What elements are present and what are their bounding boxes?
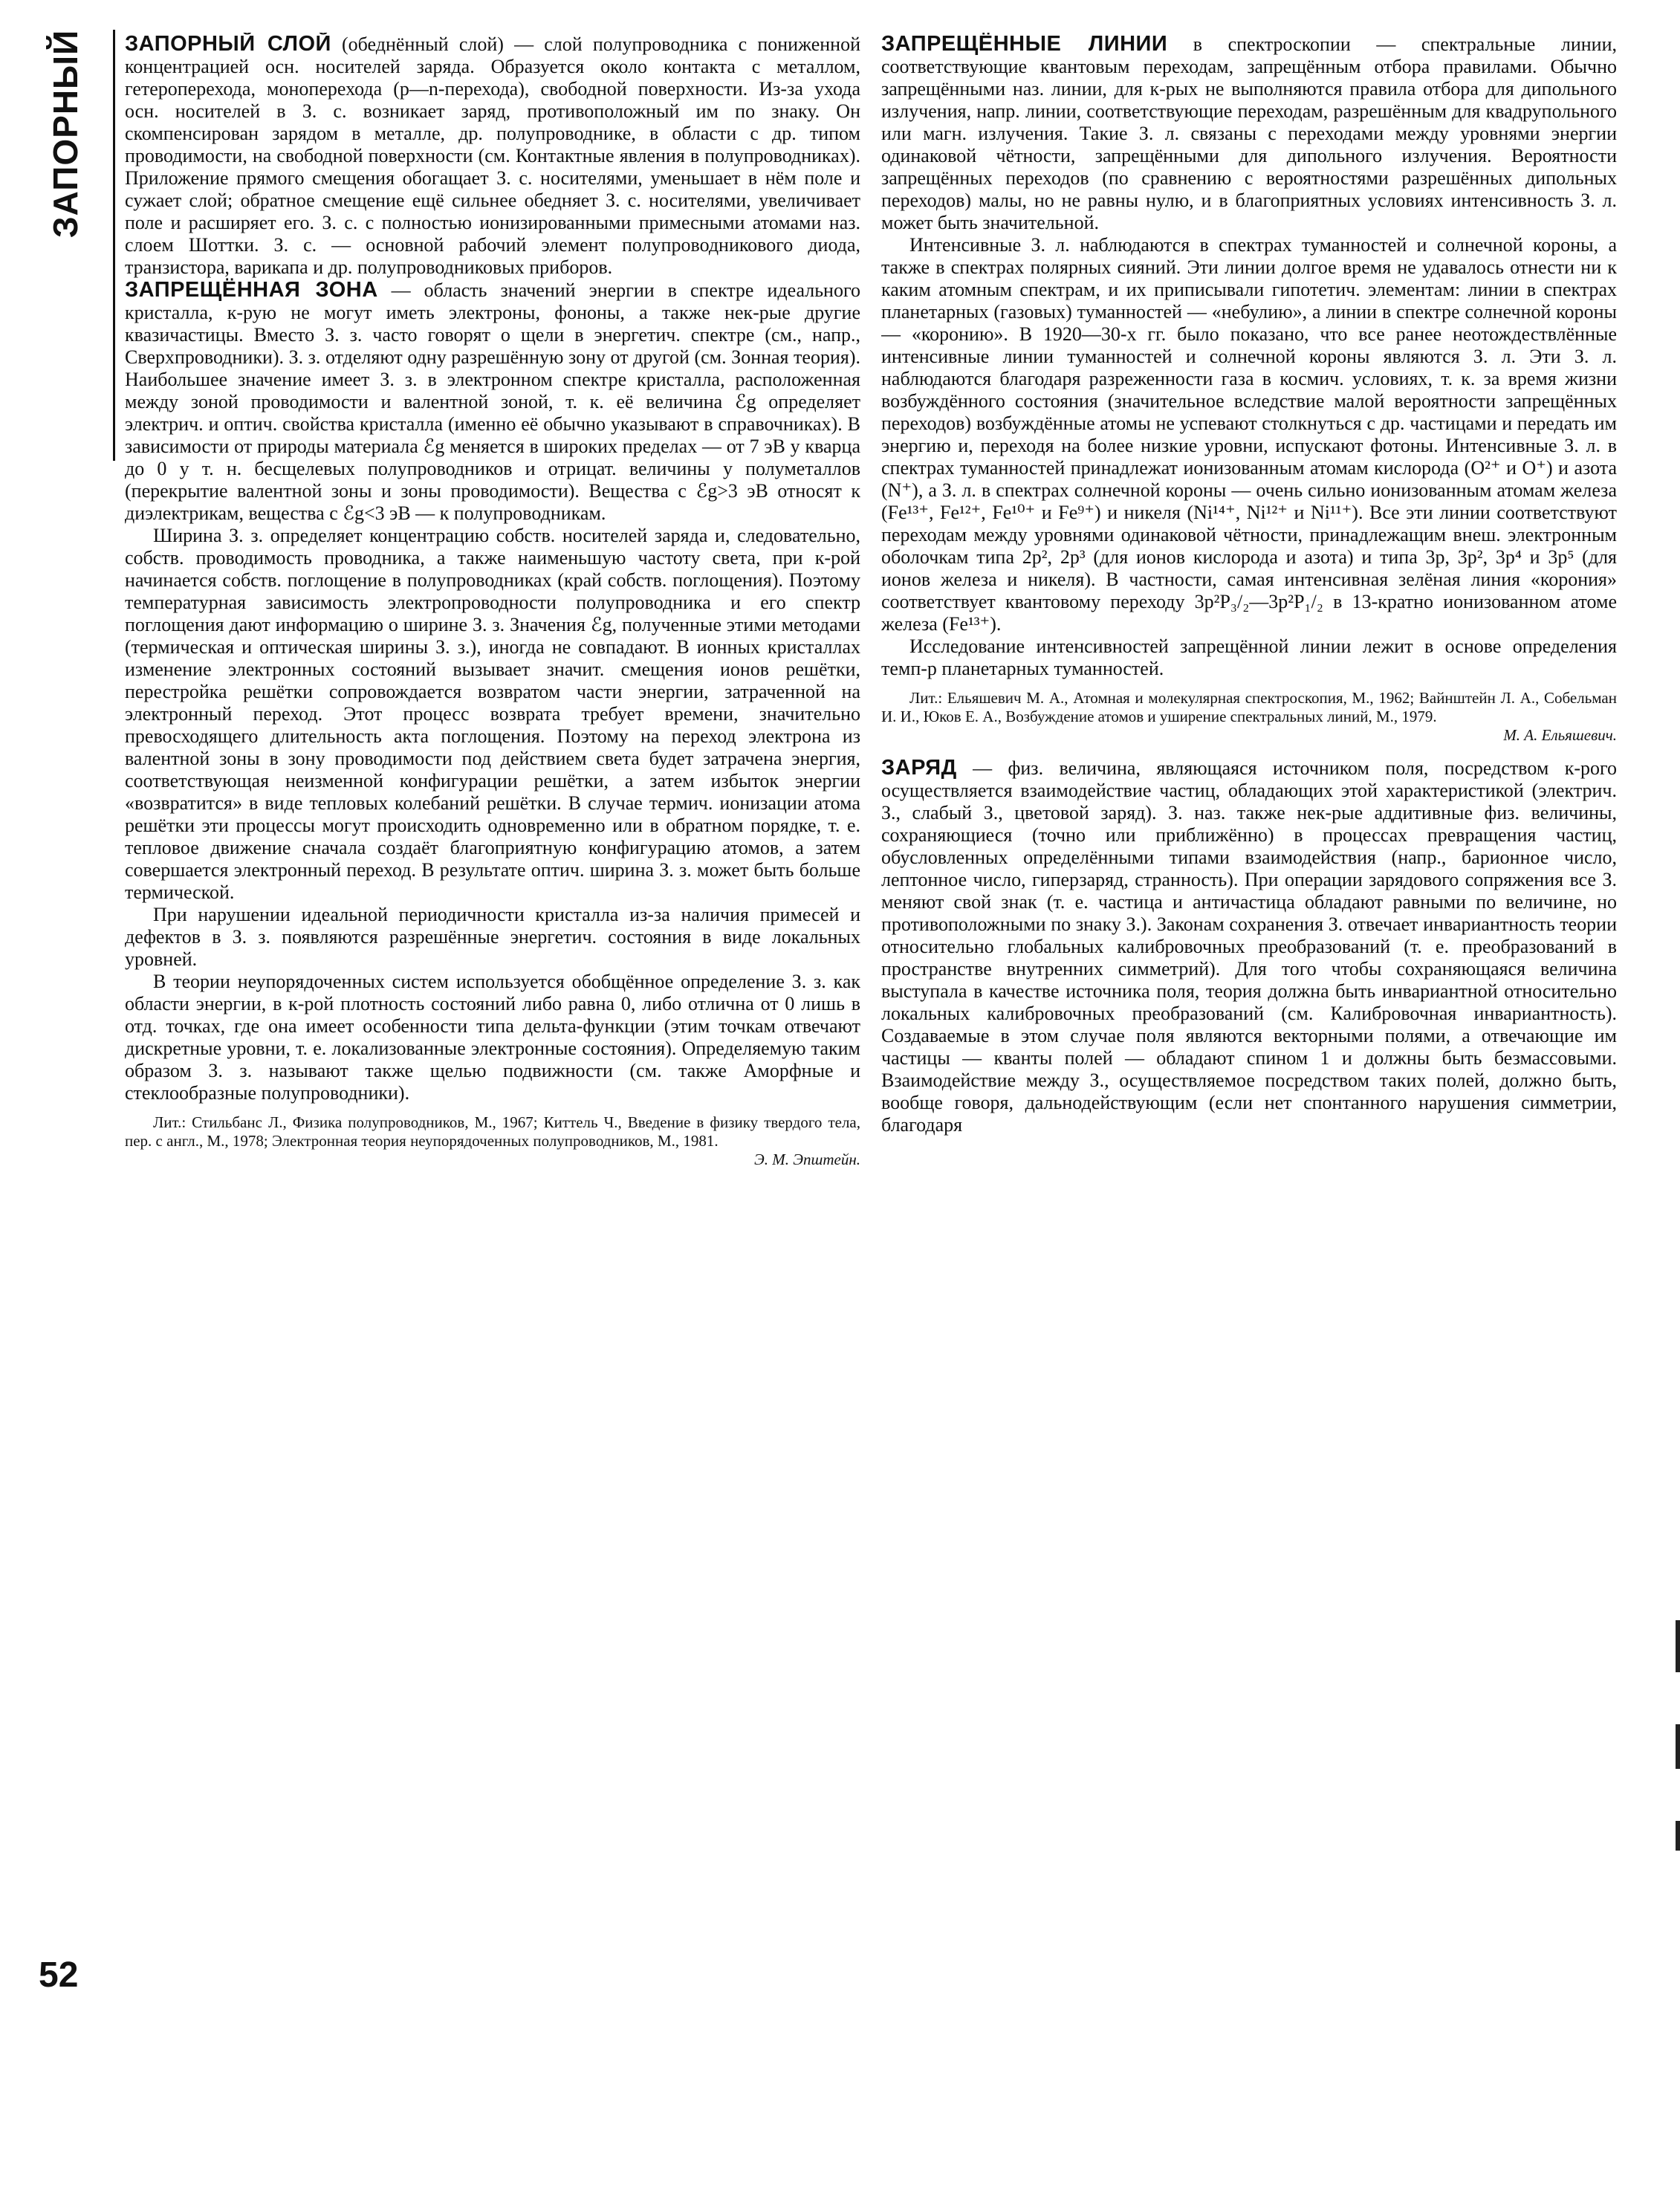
- crop-mark: [1676, 1620, 1680, 1672]
- page-number: 52: [39, 1955, 79, 1995]
- entry-body: в спектроскопии — спектральные линии, соответствующие квантовым переходам, запрещённым отбора правилами. Обычно запрещёнными наз. линии, для к-рых не выполняются правила отбора для дипольного излучения, напр. линии, соответствующие переходам, разрешённым для квадрупольного или магн. излучения. Такие З. л. связаны с переходами между уровнями энергии одинаковой чётности, запрещёнными для дипольного излучения. Вероятности запрещённых переходов (по сравнению с вероятностями разрешённых дипольных переходов) малы, но не равны нулю, и в благоприятных условиях интенсивность З. л. может быть значительной.: [881, 33, 1617, 233]
- paragraph: Ширина З. з. определяет концентрацию собств. носителей заряда и, следовательно, собств. проводимость проводника, а также наименьшую частоту света, при к-рой начинается собств. поглощение в полупроводниках (край собств. поглощения). Поэтому температурная зависимость электропроводности полупроводника и его спектр поглощения дают информацию о ширине З. з. Значения ℰg, полученные этими методами (термическая и оптическая ширины З. з.), иногда не совпадают. В ионных кристаллах изменение электронных состояний вызывает значит. смещения ионов решётки, перестройка решётки сопровождается возвратом части энергии, затраченной на электронный переход. Этот процесс возврата требует времени, значительно превосходящего длительность акта поглощения. Поэтому на переход электрона из валентной зоны в зону проводимости под действием света будет затрачена энергия, соответствующая неизменной конфигурации решётки, а затем избыток энергии «возвратится» в виде тепловых колебаний решётки. В случае термич. ионизации атома решётки эти процессы могут происходить одновременно или в обратном порядке, т. е. тепловое движение сначала создаёт благоприятную конфигурацию атомов, а затем совершается электронный переход. В результате оптич. ширина З. з. может быть больше термической.: [125, 525, 860, 903]
- left-column: [125, 33, 860, 1980]
- paragraph: Интенсивные З. л. наблюдаются в спектрах туманностей и солнечной короны, а также в спектрах полярных сияний. Эти линии долгое время не удавалось отнести ни к каким атомным спектрам, и их приписывали гипотетич. элементам: линии в спектрах планетарных (газовых) туманностей — «небулию», а линии в спектре солнечной короны — «коронию». В 1920—30-х гг. было показано, что все ранее неотождествлённые интенсивные линии туманностей и солнечной короны являются З. л. Эти З. л. наблюдаются благодаря разреженности газа в космич. условиях, т. к. за время жизни возбуждённого состояния (значительное вследствие малой вероятности запрещённых переходов) возбуждённые атомы не успевают столкнуться с др. частицами и передать им энергию и, переходя на более низкие уровни, испускают фотоны. Интенсивные З. л. в спектрах туманностей принадлежат ионизованным атомам кислорода (O²⁺ и O⁺) и азота (N⁺), а З. л. в спектрах солнечной короны — очень сильно ионизованным атомам железа (Fe¹³⁺, Fe¹²⁺, Fe¹⁰⁺ и Fe⁹⁺) и никеля (Ni¹⁴⁺, Ni¹²⁺ и Ni¹¹⁺). Все эти линии соответствуют переходам между уровнями одинаковой чётности, принадлежащим внеш. электронным оболочкам типа 2p², 2p³ (для ионов кислорода и азота) и типа 3p, 3p², 3p⁴ и 3p⁵ (для ионов железа и никеля). В частности, самая интенсивная зелёная линия «корония» соответствует квантовому переходу 3p²P₃/₂—3p²P₁/₂ в 13-кратно ионизованном атоме железа (Fe¹³⁺).: [881, 234, 1617, 635]
- margin-rule: [113, 30, 115, 461]
- right-column: [881, 33, 1617, 1980]
- headword-zapreshchennaya-zona: ЗАПРЕЩЁННАЯ ЗОНА: [125, 278, 378, 302]
- entry-body: (обеднённый слой) — слой полупроводника с пониженной концентрацией осн. носителей заряда. Образуется около контакта с металлом, гетероперехода, моноперехода (p—n-перехода), свободной поверхности. Из-за ухода осн. носителей в З. с. возникает заряд, противоположный им по знаку. Он скомпенсирован зарядом в металле, др. полупроводнике, в области с др. типом проводимости, на свободной поверхности (см. Контактные явления в полупроводниках). Приложение прямого смещения обогащает З. с. носителями, уменьшает в нём поле и сужает слой; обратное смещение ещё сильнее обедняет З. с. носителями, увеличивает поле и расширяет его. З. с. с полностью ионизированными примесными атомами наз. слоем Шоттки. З. с. — основной рабочий элемент полупроводникового диода, транзистора, варикапа и др. полупроводниковых приборов.: [125, 33, 860, 278]
- entry-zapreshchennye-linii: [881, 33, 1617, 234]
- author-signature: Э. М. Эпштейн.: [753, 1150, 860, 1168]
- entry-zapreshchennaya-zona: [125, 279, 860, 525]
- entry-zapornyi-sloi: [125, 33, 860, 279]
- paragraph: Исследование интенсивностей запрещённой линии лежит в основе определения темп-р планетарных туманностей.: [881, 635, 1617, 679]
- crop-mark: [1676, 1724, 1680, 1769]
- references: [125, 1113, 860, 1169]
- headword-zaryad: ЗАРЯД: [881, 756, 957, 780]
- running-head-text: ЗАПОРНЫЙ: [46, 29, 85, 239]
- entry-body: — область значений энергии в спектре идеального кристалла, к-рую не могут иметь электроны, фононы, а также нек-рые другие квазичастицы. Вместо З. з. часто говорят о щели в энергетич. спектре (см., напр., Сверхпроводники). З. з. отделяют одну разрешённую зону от другой (см. Зонная теория). Наибольшее значение имеет З. з. в электронном спектре кристалла, расположенная между зоной проводимости и валентной зоной, т. к. её величина ℰg определяет электрич. и оптич. свойства кристалла (именно её обычно указывают в справочниках). В зависимости от природы материала ℰg меняется в широких пределах — от 7 эВ у кварца до 0 у т. н. бесщелевых полупроводников и отрицат. величины у полуметаллов (перекрытие валентной зоны и зоны проводимости). Вещества с ℰg>3 эВ относят к диэлектрикам, вещества с ℰg<3 эВ — к полупроводникам.: [125, 279, 860, 524]
- headword-zapreshchennye-linii: ЗАПРЕЩЁННЫЕ ЛИНИИ: [881, 33, 1168, 56]
- entry-body: — физ. величина, являющаяся источником поля, посредством к-рого осуществляется взаимодействие частиц, обладающих этой характеристикой (электрич. З., слабый З., цветовой заряд). З. наз. также нек-рые аддитивные физ. величины, сохраняющиеся (точно или приближённо) в процессах превращения частиц, обусловленных определёнными типами взаимодействия (напр., барионное число, лептонное число, гиперзаряд, странность). При операции зарядового сопряжения все З. меняют свой знак (т. е. частица и античастица обладают равными по величине, но противоположными по знаку З.). Законам сохранения З. отвечает инвариантность теории относительно глобальных калибровочных преобразований (т. е. преобразований в пространстве внутренних симметрий). Для того чтобы сохраняющаяся величина выступала в качестве источника поля, теория должна быть инвариантной относительно локальных калибровочных преобразований (см. Калибровочная инвариантность). Создаваемые в этом случае поля являются векторными полями, а отвечающие им частицы — кванты полей — обладают спином 1 и должны быть безмассовыми. Взаимодействие между З., осуществляемое посредством таких полей, должно быть, вообще говоря, дальнодействующим (если нет спонтанного нарушения симметрии, благодаря: [881, 757, 1617, 1136]
- references: [881, 689, 1617, 745]
- references-text: Лит.: Стильбанс Л., Физика полупроводников, М., 1967; Киттель Ч., Введение в физику твердого тела, пер. с англ., М., 1978; Электронная теория неупорядоченных полупроводников, М., 1981.: [125, 1113, 860, 1150]
- author-signature: М. А. Ельяшевич.: [1503, 726, 1617, 744]
- references-text: Лит.: Ельяшевич М. А., Атомная и молекулярная спектроскопия, М., 1962; Вайнштейн Л. А., Собельман И. И., Юков Е. А., Возбуждение атомов и уширение спектральных линий, М., 1979.: [881, 689, 1617, 725]
- paragraph: При нарушении идеальной периодичности кристалла из-за наличия примесей и дефектов в З. з. появляются разрешённые энергетич. состояния в виде локальных уровней.: [125, 904, 860, 970]
- running-head: [36, 29, 95, 239]
- paragraph: В теории неупорядоченных систем используется обобщённое определение З. з. как области энергии, в к-рой плотность состояний либо равна 0, либо отлична от 0 лишь в отд. точках, где она имеет особенности типа дельта-функции (этим точкам отвечают дискретные уровни, т. е. локализованные электронные состояния). Определяемую таким образом З. з. называют также щелью подвижности (см. также Аморфные и стеклообразные полупроводники).: [125, 971, 860, 1104]
- entry-zaryad: [881, 757, 1617, 1136]
- crop-mark: [1676, 1821, 1680, 1851]
- headword-zapornyi-sloi: ЗАПОРНЫЙ СЛОЙ: [125, 33, 331, 56]
